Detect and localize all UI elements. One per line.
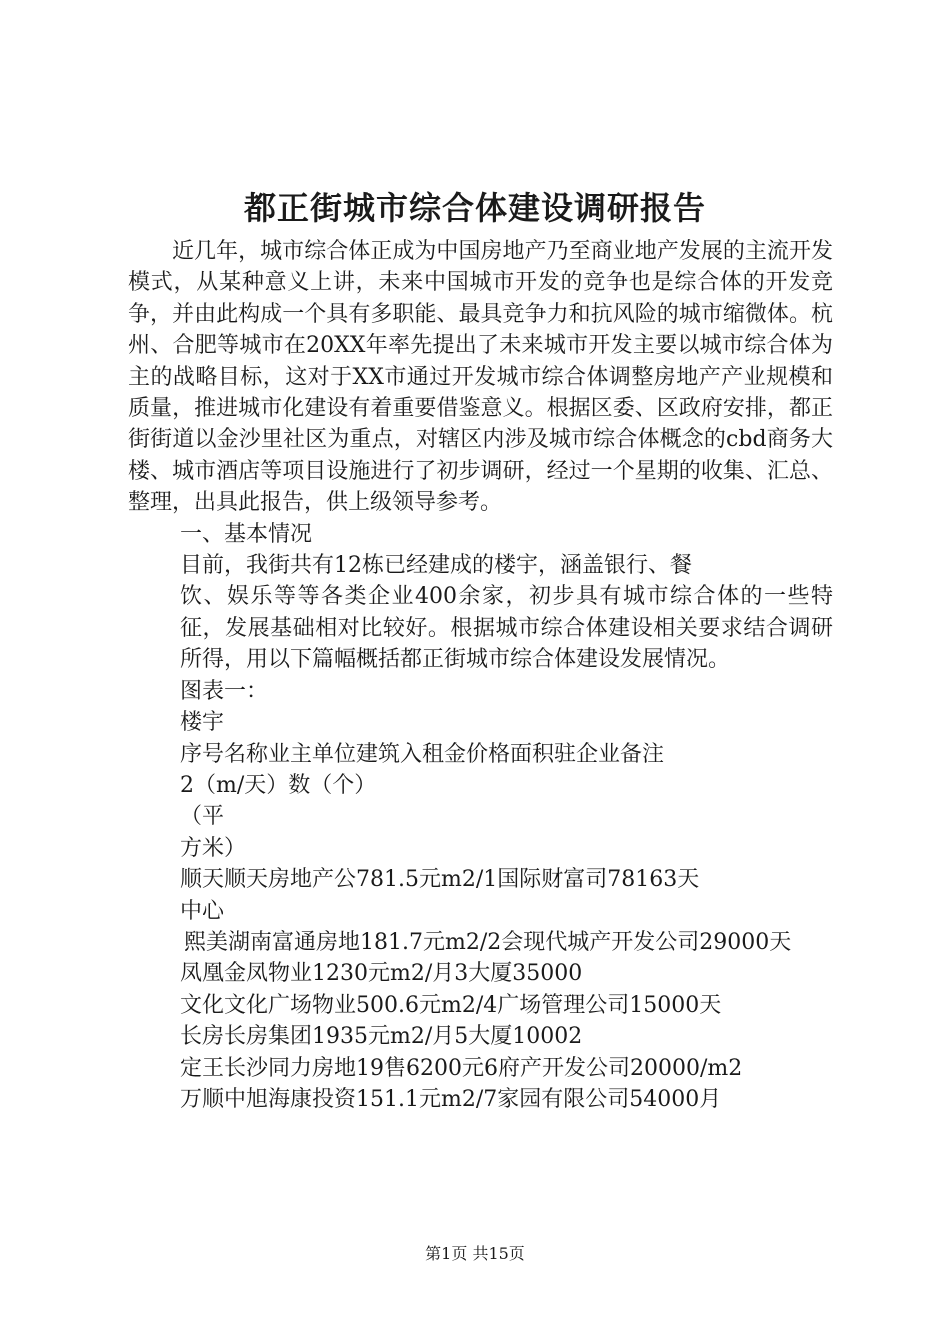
- table-row: 万顺中旭海康投资151.1元m2/7家园有限公司54000月: [180, 1086, 722, 1112]
- table-row-continuation: 中心: [180, 898, 225, 924]
- page-footer: 第1页 共15页: [425, 1244, 525, 1263]
- section-heading: 一、基本情况: [180, 521, 313, 547]
- table-header-fragment: 方米）: [180, 835, 247, 861]
- table-row: 顺天顺天房地产公781.5元m2/1国际财富司78163天: [180, 867, 700, 893]
- document-body: [128, 236, 833, 1115]
- paragraph-line: 目前，我街共有12栋已经建成的楼宇，涵盖银行、餐: [180, 553, 692, 579]
- table-row: 定王长沙同力房地19售6200元6府产开发公司20000/m2: [180, 1055, 743, 1081]
- paragraph: 饮、娱乐等等各类企业400余家，初步具有城市综合体的一些特征，发展基础相对比较好。根据城市综合体建设相关要求结合调研所得，用以下篇幅概括都正街城市综合体建设发展情况。: [180, 584, 833, 673]
- table-row: 文化文化广场物业500.6元m2/4广场管理公司15000天: [180, 992, 722, 1018]
- table-header-fragment: 楼宇: [180, 710, 225, 736]
- chart-label: 图表一：: [180, 678, 269, 704]
- intro-paragraph: 近几年，城市综合体正成为中国房地产乃至商业地产发展的主流开发模式，从某种意义上讲，未来中国城市开发的竞争也是综合体的开发竞争，并由此构成一个具有多职能、最具竞争力和抗风险的城市缩微体。杭州、合肥等城市在20XX年率先提出了未来城市开发主要以城市综合体为主的战略目标，这对于XX市通过开发城市综合体调整房地产产业规模和质量，推进城市化建设有着重要借鉴意义。根据区委、区政府安排，都正街街道以金沙里社区为重点，对辖区内涉及城市综合体概念的cbd商务大楼、城市酒店等项目设施进行了初步调研，经过一个星期的收集、汇总、整理，出具此报告，供上级领导参考。: [128, 239, 833, 516]
- table-row: 长房长房集团1935元m2/月5大厦10002: [180, 1024, 583, 1050]
- table-header-fragment: （平: [180, 804, 225, 830]
- table-row: 凤凰金凤物业1230元m2/月3大厦35000: [180, 961, 583, 987]
- table-header-fragment: 2（m/天）数（个）: [180, 772, 377, 798]
- table-header-fragment: 序号名称业主单位建筑入租金价格面积驻企业备注: [180, 741, 665, 767]
- table-row: 熙美湖南富通房地181.7元m2/2会现代城产开发公司29000天: [184, 929, 792, 955]
- page-title: 都正街城市综合体建设调研报告: [243, 189, 706, 227]
